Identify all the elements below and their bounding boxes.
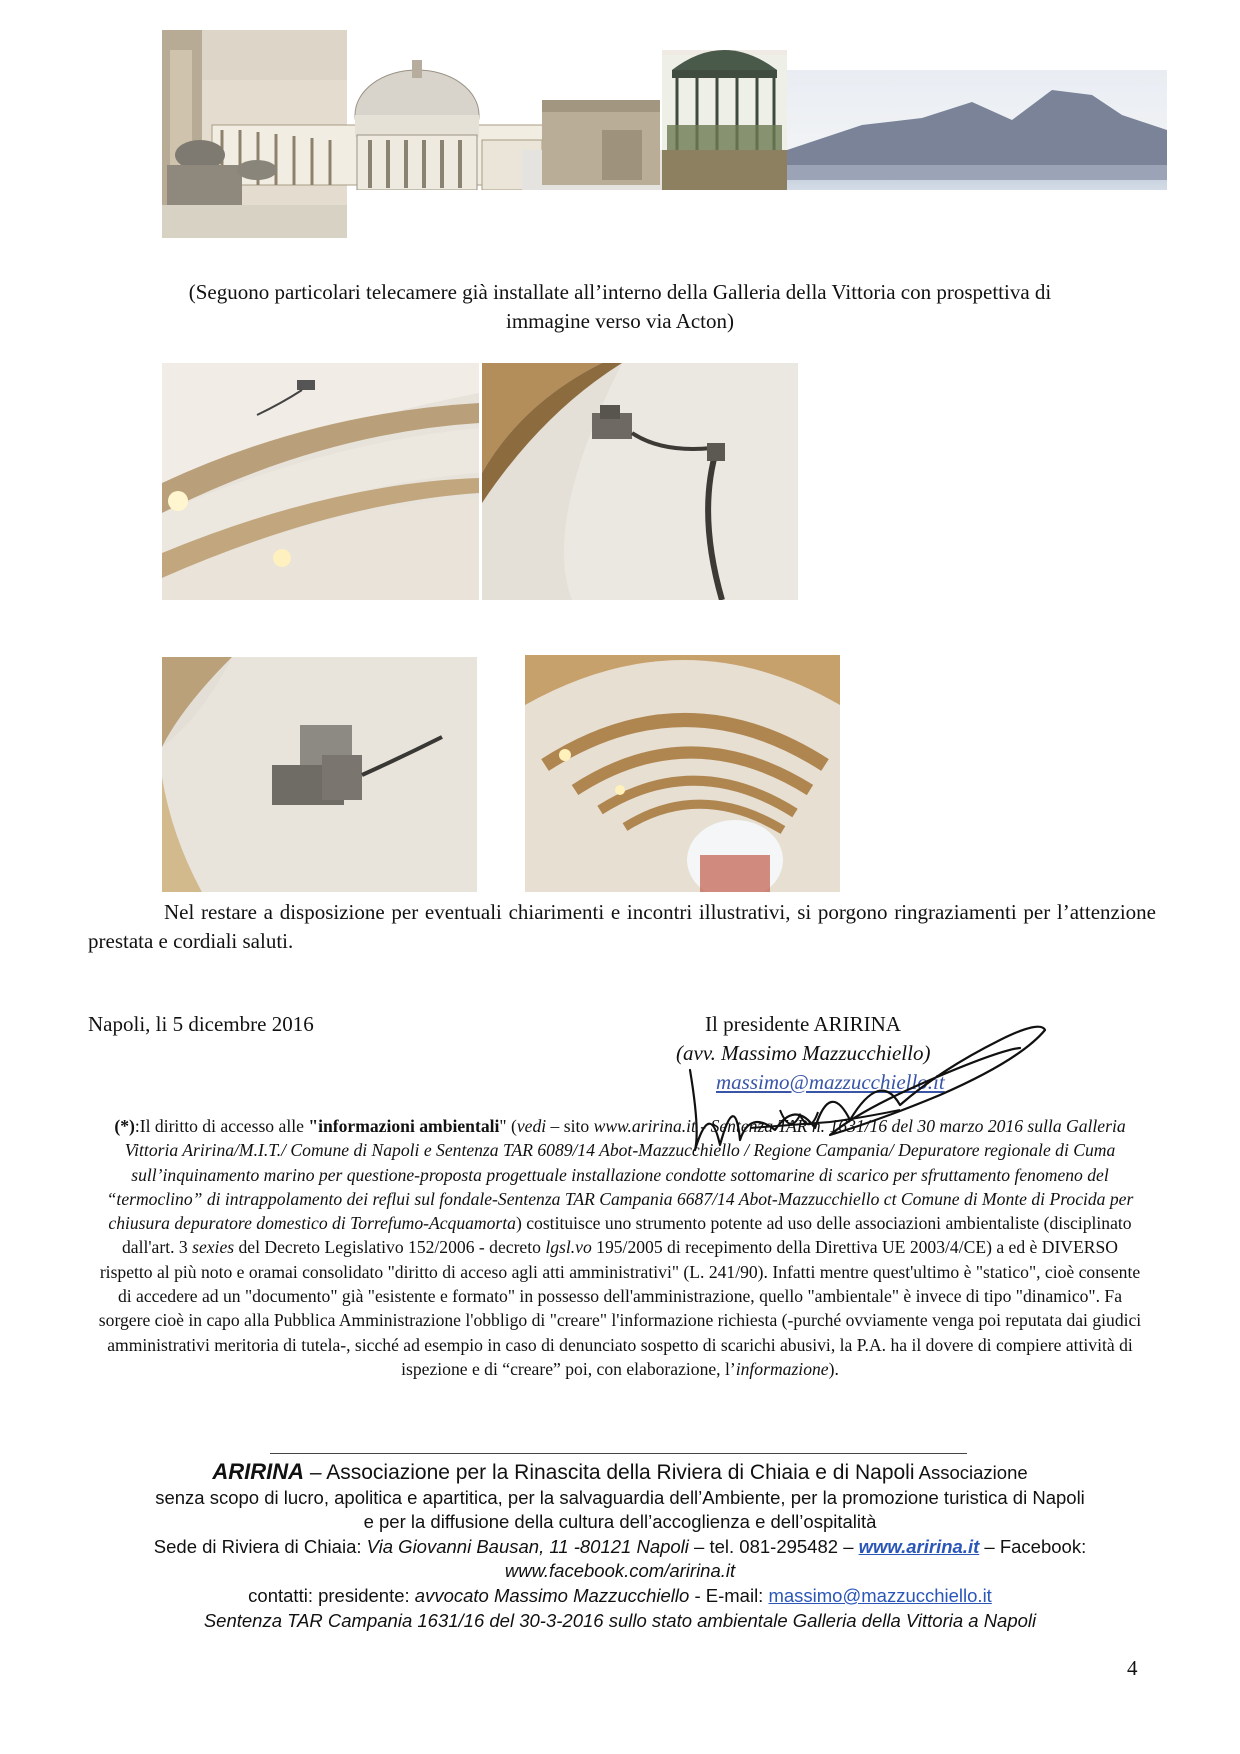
signatory-name: (avv. Massimo Mazzucchiello) [676, 1041, 931, 1065]
footnote-italic: sexies [192, 1237, 235, 1258]
caption-line-1: (Seguono particolari telecamere già installate all’interno della Galleria della Vittoria con prospettiva di [188, 280, 1052, 304]
place-date: Napoli, li 5 dicembre 2016 [88, 1012, 314, 1036]
contacts-line [90, 1584, 1150, 1609]
association-line-2: senza scopo di lucro, apolitica e apartitica, per la salvaguardia dell’Ambiente, per la promozione turistica di Napoli [155, 1486, 1085, 1508]
footnote-text: – sito [546, 1116, 594, 1136]
contacts-label: contatti: presidente: [248, 1584, 415, 1606]
camera-photo-4 [525, 655, 840, 892]
association-line-1 [90, 1460, 1150, 1486]
association-line1-rest: Associazione [914, 1462, 1028, 1483]
footnote-text: 195/2005 di recepimento della Direttiva UE 2003/4/CE) a ed è DIVERSO rispetto al più noto e oramai consolidato "diritto di acceso agli atti amministrativi" (L. 241/90). Infatti mentre quest'ultimo è "statico", cioè consente di accedere ad un "documento" già "esistente e formato" in possesso dell'amministrazione, quello "ambientale" è invece di tipo "dinamico". Fa sorgere cioè in capo alla Pubblica Amministrazione l'obbligo di "creare" l'informazione richiesta (-purché ovviamente venga poi reputata dai giudici amministrativi meritoria di tutela-, sicché ad esempio in caso di denunciato sospetto di scarichi abusivi, la P.A. ha il dovere di compiere attività di ispezione e di “creare” poi, con elaborazione, l’ [98, 1237, 1142, 1379]
association-name: Associazione per la Rinascita della Riviera di Chiaia e di Napoli [326, 1461, 915, 1484]
contacts-email-label: - E-mail: [689, 1584, 769, 1606]
contacts-name: avvocato Massimo Mazzucchiello [414, 1584, 690, 1606]
association-line-3: e per la diffusione della cultura dell’accoglienza e dell’ospitalità [363, 1511, 877, 1533]
sede-label: Sede di Riviera di Chiaia: [153, 1535, 367, 1557]
footnote-text: :Il diritto di accesso alle [134, 1116, 309, 1136]
closing-paragraph: Nel restare a disposizione per eventuali chiarimenti e incontri illustrativi, si porgono ringraziamenti per l’attenzione prestata e cordiali saluti. [88, 900, 1156, 953]
facebook-url-text[interactable]: www.facebook.com/aririna.it [504, 1560, 736, 1582]
association-brand: ARIRINA [212, 1459, 305, 1484]
caption-line-2: immagine verso via Acton) [505, 309, 735, 333]
association-dash: – [304, 1461, 327, 1484]
footnote-italic: informazione [735, 1358, 829, 1379]
facebook-label: – Facebook: [979, 1535, 1087, 1557]
footnote-text: ) costituisce uno strumento potente ad uso delle associazioni ambientaliste (disciplinato dall'art. 3 [121, 1213, 1132, 1258]
sentenza-line [90, 1609, 1150, 1634]
signatory-title: Il presidente ARIRINA [705, 1012, 901, 1036]
sede-address: Via Giovanni Bausan, 11 -80121 Napoli [366, 1535, 689, 1557]
page-number: 4 [1127, 1656, 1138, 1680]
sentenza-text: Sentenza TAR Campania 1631/16 del 30-3-2016 sullo stato ambientale Galleria della Vittoria a Napoli [203, 1609, 1037, 1631]
footnote-text: " ( [499, 1116, 517, 1136]
association-sede-line [90, 1535, 1150, 1560]
footnote-text: del Decreto Legislativo 152/2006 - decreto [234, 1237, 546, 1258]
signatory-email-link[interactable]: massimo@mazzucchiello.it [716, 1070, 945, 1094]
footnote-term: "informazioni ambientali [308, 1116, 500, 1136]
footer-divider [270, 1453, 967, 1454]
camera-photo-3 [162, 657, 477, 892]
camera-photo-2 [482, 363, 798, 600]
footnote-italic: vedi [516, 1116, 547, 1136]
photo-caption [90, 278, 1150, 336]
footnote-text: ). [828, 1358, 839, 1379]
header-banner-photo-collage [162, 30, 1167, 238]
footnote-italic: lgsl.vo [545, 1237, 592, 1258]
website-link[interactable]: www.aririna.it [858, 1535, 980, 1557]
footnote-environmental-access [98, 1114, 1142, 1381]
facebook-url [90, 1559, 1150, 1584]
footnote-references: www.aririna.it - Sentenza TAR n. 1631/16 del 30 marzo 2016 sulla Galleria Vittoria Aririna/M.I.T./ Comune di Napoli e Sentenza TAR 6089/14 Abot-Mazzucchiello / Regione Campania/ Depuratore regionale di Cuma sull’inquinamento marino per questione-proposta progettuale installazione condotte sottomarine di scarico per sfruttamento fenomeno del “termoclino” di intrappolamento dei reflui sul fondale-Sentenza TAR Campania 6687/14 Abot-Mazzucchiello ct Comune di Monte di Procida per chiusura depuratore domestico di Torrefumo-Acquamorta [106, 1116, 1134, 1234]
footnote-marker: (*) [114, 1116, 135, 1136]
sede-tel: – tel. 081-295482 – [688, 1535, 859, 1557]
contacts-email-link[interactable]: massimo@mazzucchiello.it [768, 1584, 992, 1606]
camera-photo-1 [162, 363, 479, 600]
association-footer [90, 1460, 1150, 1633]
